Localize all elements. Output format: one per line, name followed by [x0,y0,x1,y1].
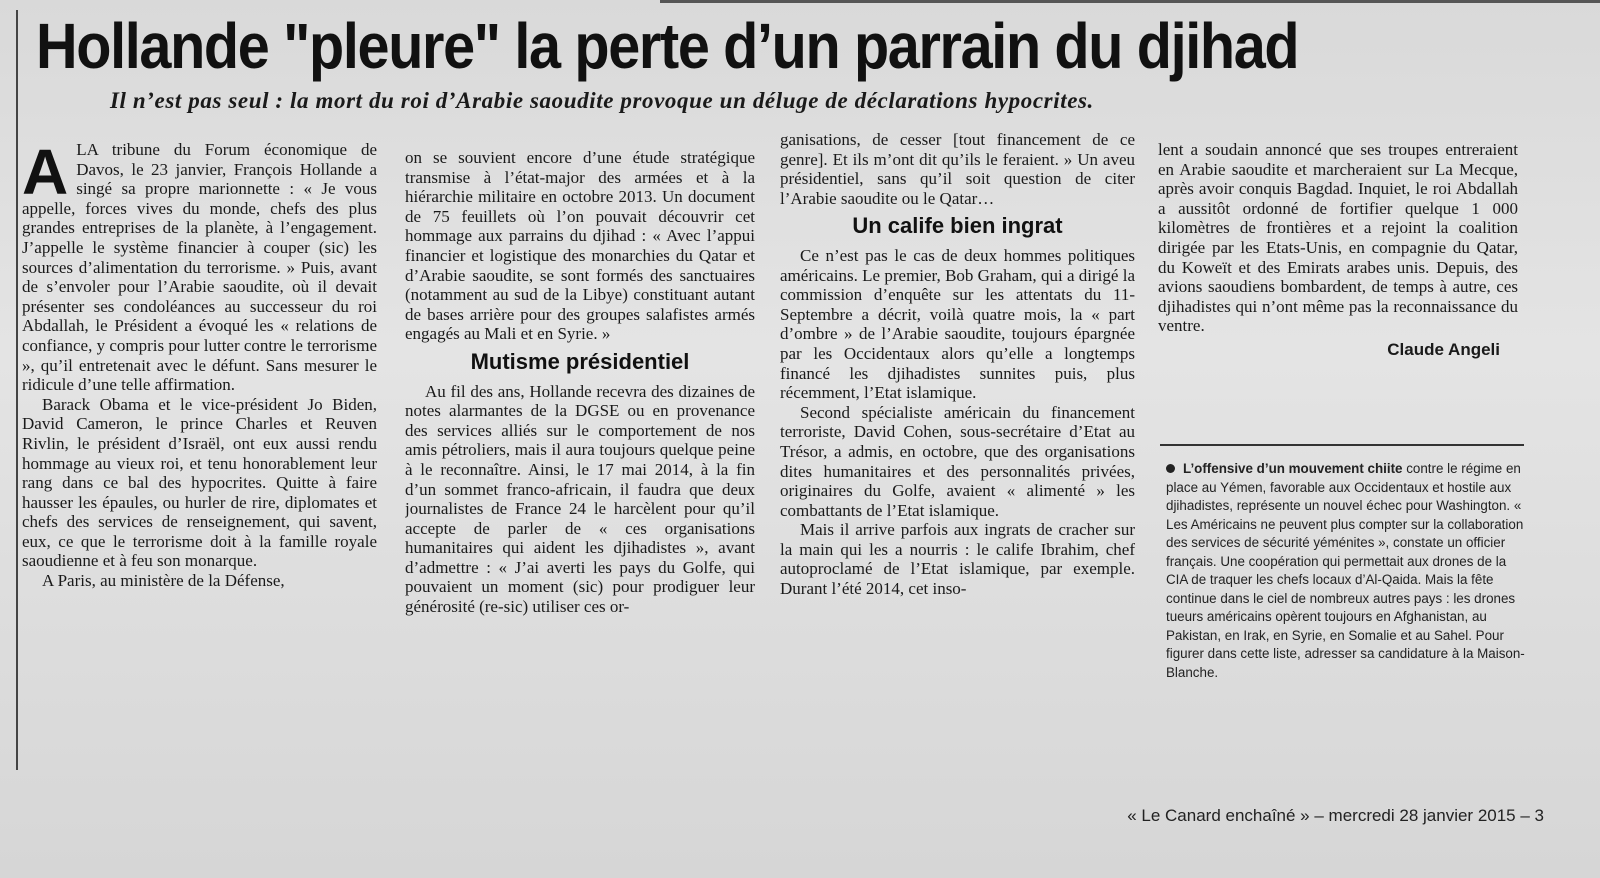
subhead: Il n’est pas seul : la mort du roi d’Arabie saoudite provoque un déluge de déclarations hypocrites. [110,88,1094,113]
brief-text: contre le régime en place au Yémen, favorable aux Occidentaux et hostile aux djihadistes, représente un nouvel échec pour Washington. « Les Américains ne peuvent plus compter sur la collaboration des services de sécurité yéménites », constate un officier français. Une coopération qui permettait aux drones de la CIA de traquer les chefs locaux d’Al-Qaida. Mais la fête continue dans le ciel de nombreux autres pays : les drones tueurs américains opèrent toujours en Afghanistan, au Pakistan, en Irak, en Syrie, en Somalie et au Sahel. Pour figurer dans cette liste, adresser sa candidature à la Maison-Blanche. [1166,461,1525,680]
byline: Claude Angeli [1387,339,1500,359]
page-footer: « Le Canard enchaîné » – mercredi 28 janvier 2015 – 3 [1127,806,1544,825]
crosshead: Un calife bien ingrat [852,213,1063,239]
paragraph: lent a soudain annoncé que ses troupes entreraient en Arabie saoudite et marcheraient sur La Mecque, après avoir conquis Bagdad. Inquiet, le roi Abdallah a aussitôt ordonné de fortifier quelque 1 000 kilomètres de frontières et a rejoint la coalition dirigée par les Etats-Unis, en compagnie du Qatar, du Koweït et des Emirats arabes unis. Depuis, des avions saoudiens bombardent, de temps à autre, ces djihadistes qui n’ont même pas la reconnaissance du ventre. [1158,140,1518,336]
paragraph: Second spécialiste américain du financement terroriste, David Cohen, sous-secrétaire d’Etat au Trésor, a admis, en octobre, que des organisations dites humanitaires et des personnalités privées, originaires du Golfe, avaient « alimenté » les combattants de l’Etat islamique. [780,402,1135,520]
left-column-rule [16,10,18,770]
brief-lead: L’offensive d’un mouvement chiite [1183,461,1403,476]
dropcap: A [22,140,69,208]
article-column-2 [405,148,755,773]
article-column-4 [1158,140,1518,460]
article-column-3 [780,130,1135,755]
bullet-icon [1166,464,1175,473]
paragraph: Au fil des ans, Hollande recevra des dizaines de notes alarmantes de la DGSE ou en provenance des services alliés sur le comportement de nos amis pétroliers, mais il aura toujours quelque peine à le reconnaître. Ainsi, le 17 mai 2014, à la fin d’un sommet franco-africain, il faudra que deux journalistes de France 24 le harcèlent pour qu’il accepte de parler de « ces organisations humanitaires qui aident les djihadistes », avant d’admettre : « J’ai averti les pays du Golfe, qui pouvaient un moment (sic) pour prodiguer leur générosité (re-sic) utiliser ces or- [405,381,755,617]
paragraph: ganisations, de cesser [tout financement de ce genre]. Et ils m’ont dit qu’ils le feraient. » Un aveu présidentiel, sans qu’il soit question de citer l’Arabie saoudite ou le Qatar… [780,130,1135,208]
news-brief [1166,460,1526,770]
paragraph [22,140,377,395]
paragraph: Mais il arrive parfois aux ingrats de cracher sur la main qui les a nourris : le calife Ibrahim, chef autoproclamé de l’Etat islamique, par exemple. Durant l’été 2014, cet inso- [780,520,1135,599]
paragraph: Barack Obama et le vice-président Jo Biden, David Cameron, le prince Charles et Reuven Rivlin, le président d’Israël, ont eux aussi rendu hommage au vieux roi, et tenu honorablement leur rang dans ce bal des hypocrites. Quitte à faire hausser les épaules, ou hurler de rire, diplomates et chefs des services de renseignement, qui savent, eux, ce que le terrorisme doit à la famille royale saoudienne et à feu son monarque. [22,394,377,571]
article-column-1 [22,140,377,770]
paragraph: on se souvient encore d’une étude stratégique transmise à l’état-major des armées et à la hiérarchie militaire en octobre 2013. Un document de 75 feuillets où l’on pouvait découvrir cet hommage aux parrains du djihad : « Avec l’appui financier et logistique des monarchies du Qatar et d’Arabie saoudite, se sont formés des sanctuaires (notamment au sud de la Libye) constituant autant de bases arrière pour des groupes salafistes armés engagés au Mali et en Syrie. » [405,148,755,344]
paragraph: Ce n’est pas le cas de deux hommes politiques américains. Le premier, Bob Graham, qui a dirigé la commission d’enquête sur les attentats du 11-Septembre a décrit, voilà quatre mois, la « part d’ombre » de l’Arabie saoudite, toujours épargnée par les Occidentaux alors qu’elle a longtemps financé les djihadistes sunnites puis, plus récemment, l’Etat islamique. [780,245,1135,403]
paragraph: A Paris, au ministère de la Défense, [42,571,285,591]
paragraph-text: LA tribune du Forum économique de Davos, le 23 janvier, François Hollande a singé sa propre marionnette : « Je vous appelle, forces vives du monde, chefs des plus grandes entreprises de la planète, à l’engagement. J’appelle le système financier à couper (sic) les sources d’alimentation du terrorisme. » Puis, avant de s’envoler pour l’Arabie saoudite, où il devait présenter ses condoléances au successeur du roi Abdallah, le Président a évoqué les « relations de confiance, y compris pour lutter contre le terrorisme », qu’il entretenait avec le défunt. Sans mesurer le ridicule d’une telle affirmation. [22,140,377,395]
top-rule [660,0,1600,3]
crosshead: Mutisme présidentiel [470,348,690,374]
headline: Hollande "pleure" la perte d’un parrain du djihad [36,10,1299,82]
brief-divider [1160,444,1524,446]
